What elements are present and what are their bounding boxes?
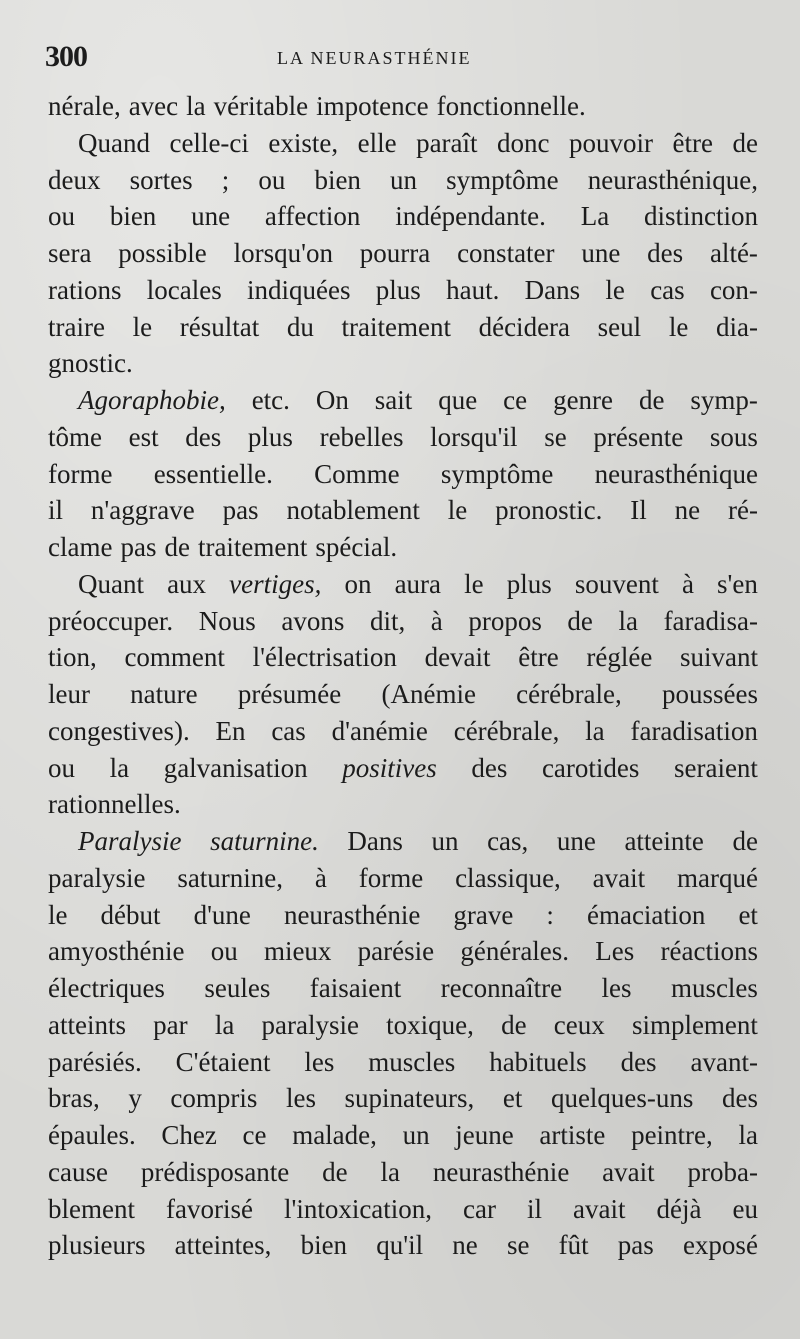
word: fût <box>558 1230 589 1261</box>
page-header <box>45 40 760 80</box>
word: C'étaient <box>175 1046 271 1077</box>
word: bien <box>109 201 157 232</box>
word: celle-ci <box>169 127 249 158</box>
text-line <box>48 198 758 235</box>
word: cas, <box>487 826 529 856</box>
word: saturnine. <box>210 826 319 856</box>
word: à <box>314 862 327 893</box>
word: sait <box>374 385 413 415</box>
word: aux <box>167 568 207 599</box>
word: supinateurs, <box>344 1083 475 1114</box>
word: est <box>128 421 159 452</box>
word: il <box>527 1193 543 1224</box>
text-line <box>48 750 758 787</box>
word: décidera <box>478 311 571 342</box>
word: que <box>438 385 478 415</box>
word: donc <box>497 127 550 158</box>
word: habituels <box>489 1046 587 1077</box>
word: des <box>185 421 222 452</box>
text-line <box>48 823 758 860</box>
word: plus <box>247 421 293 452</box>
word: paraît <box>416 127 478 158</box>
text-line <box>48 162 758 199</box>
text-line <box>48 382 758 419</box>
word: compris <box>170 1083 258 1114</box>
word: sortes <box>129 164 193 195</box>
word: et <box>738 899 758 930</box>
word: aura <box>394 568 442 599</box>
word: plus <box>506 568 552 599</box>
word: quelques-uns <box>550 1083 694 1114</box>
word: ou <box>258 164 286 195</box>
word: galvanisation <box>163 752 308 783</box>
word: de <box>501 1009 527 1040</box>
word: carotides <box>541 752 640 783</box>
word: paralysie <box>261 1009 359 1040</box>
word: ne <box>674 495 701 526</box>
text-line <box>48 456 758 493</box>
text-line <box>48 235 758 272</box>
word: con- <box>709 274 758 305</box>
word: pourra <box>359 238 431 268</box>
word: début <box>100 899 161 930</box>
word: essentielle. <box>153 458 273 489</box>
word: plus <box>375 274 421 305</box>
word: Paralysie <box>78 826 182 856</box>
word: le <box>447 495 468 526</box>
text-line <box>48 639 758 676</box>
word: une <box>556 826 596 856</box>
word: suivant <box>680 642 758 673</box>
word: la <box>618 605 638 636</box>
word: la <box>214 1009 235 1040</box>
word: la <box>109 752 130 783</box>
word: alté- <box>709 238 758 268</box>
word: Nous <box>198 605 256 636</box>
text-line <box>48 419 758 456</box>
word: mieux <box>263 936 332 967</box>
word: proba- <box>687 1156 758 1187</box>
word: préoccuper. <box>48 605 174 636</box>
word: sera <box>48 238 92 268</box>
word: toxique, <box>386 1009 474 1040</box>
word: ce <box>503 385 528 415</box>
word: reconnaître <box>440 973 563 1003</box>
text-line <box>48 786 758 823</box>
word: propos <box>468 605 542 636</box>
word: neurasthénie <box>283 899 421 930</box>
word: le <box>132 311 153 342</box>
word: on <box>344 568 372 599</box>
word: malade, <box>292 1120 377 1150</box>
text-line <box>48 713 758 750</box>
word: pronostic. <box>495 495 603 526</box>
word: En <box>215 715 246 746</box>
word: pas <box>617 1230 654 1261</box>
word: la <box>738 1120 758 1150</box>
text-line <box>48 88 758 125</box>
word: présumée <box>237 679 342 709</box>
word: qu'il <box>376 1230 424 1261</box>
word: de <box>567 605 593 636</box>
word: indépendante. <box>395 201 546 232</box>
word: traitement <box>341 311 451 342</box>
text-line <box>48 345 758 382</box>
word: de <box>322 1156 348 1187</box>
text-line <box>48 897 758 934</box>
word: à <box>681 568 694 599</box>
word: ou <box>48 201 75 232</box>
word: avait <box>573 1193 626 1224</box>
word: pas <box>120 532 157 562</box>
word: car <box>463 1193 497 1224</box>
word: blement <box>48 1193 135 1224</box>
word: parésie <box>357 936 435 967</box>
word: neurasthénique, <box>587 164 758 195</box>
word: marqué <box>677 862 758 893</box>
word: (Anémie <box>381 679 476 709</box>
word: Quand <box>78 127 150 158</box>
word: un <box>431 826 459 856</box>
word: congestives). <box>48 715 190 746</box>
word: leur <box>48 679 90 709</box>
word: clame <box>48 532 113 562</box>
word: paralysie <box>48 862 146 893</box>
word: des <box>620 1046 657 1077</box>
text-line <box>48 676 758 713</box>
word: symptôme <box>446 164 559 195</box>
word: bien <box>314 164 361 195</box>
word: Comme <box>314 458 400 489</box>
text-line <box>48 1191 758 1228</box>
word: électriques <box>48 973 165 1003</box>
word: etc. <box>251 385 290 415</box>
word: haut. <box>446 274 500 305</box>
text-line <box>48 529 758 566</box>
word: avait <box>602 1156 655 1187</box>
word: se <box>544 421 567 452</box>
text-line <box>48 1007 758 1044</box>
word: rationnelles. <box>48 789 181 820</box>
word: fonctionnelle. <box>436 91 586 121</box>
word: poussées <box>661 679 758 709</box>
word: ou <box>210 936 238 967</box>
word: avait <box>592 862 646 893</box>
word: symp- <box>690 385 758 415</box>
word: des <box>647 238 684 268</box>
word: une <box>191 201 231 232</box>
running-title: LA NEURASTHÉNIE <box>277 48 472 68</box>
word: Dans <box>347 826 403 856</box>
word: ; <box>221 164 230 195</box>
word: seul <box>597 311 642 342</box>
word: rebelles <box>319 421 404 452</box>
word: à <box>430 605 443 636</box>
word: devait <box>424 642 491 673</box>
word: seules <box>204 973 271 1003</box>
text-line <box>48 492 758 529</box>
word: présente <box>593 421 684 452</box>
word: dia- <box>715 311 758 342</box>
word: bras, <box>48 1083 100 1114</box>
word: de <box>732 826 758 856</box>
word: résultat <box>179 311 260 342</box>
word: de <box>732 127 758 158</box>
word: déjà <box>656 1193 702 1224</box>
word: Il <box>630 495 647 526</box>
word: elle <box>357 127 397 158</box>
word: neurasthénique <box>594 458 758 489</box>
text-line <box>48 1154 758 1191</box>
word: exposé <box>682 1230 758 1261</box>
word: notablement <box>286 495 420 526</box>
word: se <box>506 1230 530 1261</box>
word: l'électrisation <box>252 642 397 673</box>
word: des <box>471 752 508 783</box>
word: souvent <box>574 568 659 599</box>
word: jeune <box>455 1120 514 1150</box>
word: ce <box>242 1120 267 1150</box>
word: plusieurs <box>48 1230 146 1261</box>
word: l'intoxication, <box>283 1193 433 1224</box>
word: rations <box>48 274 122 305</box>
text-line <box>48 272 758 309</box>
word: nérale, <box>48 91 121 121</box>
word: dit, <box>369 605 406 636</box>
text-line <box>48 1117 758 1154</box>
text-line <box>48 860 758 897</box>
word: Agoraphobie, <box>78 385 226 415</box>
text-line <box>48 1227 758 1264</box>
word: atteinte <box>624 826 704 856</box>
word: indiquées <box>247 274 351 305</box>
word: parésiés. <box>48 1046 142 1077</box>
word: réactions <box>660 936 758 967</box>
word: atteints <box>48 1009 126 1040</box>
word: positives <box>342 752 437 783</box>
word: saturnine, <box>177 862 284 893</box>
word: ré- <box>728 495 758 526</box>
word: cérébrale, <box>453 715 560 746</box>
word: grave <box>453 899 514 930</box>
word: neurasthénie <box>432 1156 570 1187</box>
word: faradisa- <box>663 605 758 636</box>
text-line <box>48 125 758 162</box>
word: impotence <box>316 91 429 121</box>
word: possible <box>118 238 207 268</box>
word: d'une <box>193 899 251 930</box>
word: ou <box>48 752 75 783</box>
word: par <box>153 1009 188 1040</box>
word: les <box>601 973 632 1003</box>
word: tion, <box>48 642 97 673</box>
word: forme <box>358 862 424 893</box>
word: être <box>672 127 713 158</box>
word: lorsqu'il <box>430 421 518 452</box>
word: tôme <box>48 421 102 452</box>
word: deux <box>48 164 101 195</box>
word: prédisposante <box>140 1156 290 1187</box>
word: ceux <box>553 1009 605 1040</box>
word: un <box>390 164 418 195</box>
word: artiste <box>539 1120 606 1150</box>
word: pouvoir <box>569 127 653 158</box>
word: Dans <box>524 274 581 305</box>
word: de <box>638 385 665 415</box>
word: spécial. <box>315 532 398 562</box>
word: Chez <box>161 1120 217 1150</box>
word: émaciation <box>586 899 706 930</box>
word: pas <box>222 495 259 526</box>
word: il <box>48 495 64 526</box>
word: faradisation <box>630 715 758 746</box>
word: cas <box>650 274 685 305</box>
word: distinction <box>644 201 758 232</box>
word: muscles <box>670 973 758 1003</box>
word: La <box>580 201 610 232</box>
word: n'aggrave <box>90 495 195 526</box>
text-line <box>48 603 758 640</box>
word: et <box>502 1083 523 1114</box>
word: Les <box>595 936 635 967</box>
body-text <box>48 88 758 1264</box>
word: classique, <box>455 862 561 893</box>
word: générales. <box>460 936 570 967</box>
word: symptôme <box>440 458 554 489</box>
word: sous <box>709 421 758 452</box>
word: avec <box>128 91 179 121</box>
word: une <box>581 238 621 268</box>
word: locales <box>146 274 222 305</box>
text-line <box>48 1080 758 1117</box>
text-line <box>48 970 758 1007</box>
word: atteintes, <box>174 1230 272 1261</box>
word: constater <box>457 238 555 268</box>
text-line <box>48 1044 758 1081</box>
word: épaules. <box>48 1120 136 1150</box>
word: être <box>518 642 559 673</box>
word: cas <box>271 715 306 746</box>
text-line <box>48 309 758 346</box>
word: avons <box>281 605 345 636</box>
word: muscles <box>368 1046 456 1077</box>
text-line <box>48 566 758 603</box>
word: la <box>585 715 605 746</box>
word: Quant <box>78 568 144 599</box>
word: peintre, <box>631 1120 713 1150</box>
word: de <box>164 532 190 562</box>
word: les <box>304 1046 335 1077</box>
word: vertiges, <box>229 568 322 599</box>
word: du <box>286 311 314 342</box>
word: la <box>380 1156 400 1187</box>
word: d'anémie <box>331 715 428 746</box>
word: ne <box>452 1230 478 1261</box>
word: amyosthénie <box>48 936 185 967</box>
word: favorisé <box>165 1193 253 1224</box>
word: le <box>48 899 68 930</box>
text-line <box>48 933 758 970</box>
word: genre <box>553 385 614 415</box>
word: réglée <box>586 642 653 673</box>
word: existe, <box>268 127 339 158</box>
word: bien <box>300 1230 348 1261</box>
word: : <box>546 899 554 930</box>
word: comment <box>124 642 225 673</box>
word: avant- <box>690 1046 758 1077</box>
word: la <box>186 91 206 121</box>
word: faisaient <box>309 973 402 1003</box>
word: eu <box>732 1193 758 1224</box>
word: des <box>722 1083 758 1114</box>
word: affection <box>264 201 361 232</box>
word: cérébrale, <box>516 679 622 709</box>
word: On <box>315 385 349 415</box>
word: seraient <box>673 752 758 783</box>
word: véritable <box>213 91 309 121</box>
word: le <box>464 568 484 599</box>
word: y <box>128 1083 142 1114</box>
word: un <box>402 1120 430 1150</box>
word: forme <box>48 458 113 489</box>
word: nature <box>130 679 198 709</box>
word: cause <box>48 1156 108 1187</box>
word: gnostic. <box>48 348 133 379</box>
word: traitement <box>197 532 308 562</box>
word: traire <box>48 311 105 342</box>
word: le <box>668 311 689 342</box>
word: s'en <box>717 568 758 599</box>
page-number: 300 <box>45 40 87 73</box>
word: simplement <box>631 1009 758 1040</box>
word: les <box>285 1083 316 1114</box>
word: le <box>605 274 625 305</box>
word: lorsqu'on <box>233 238 333 268</box>
